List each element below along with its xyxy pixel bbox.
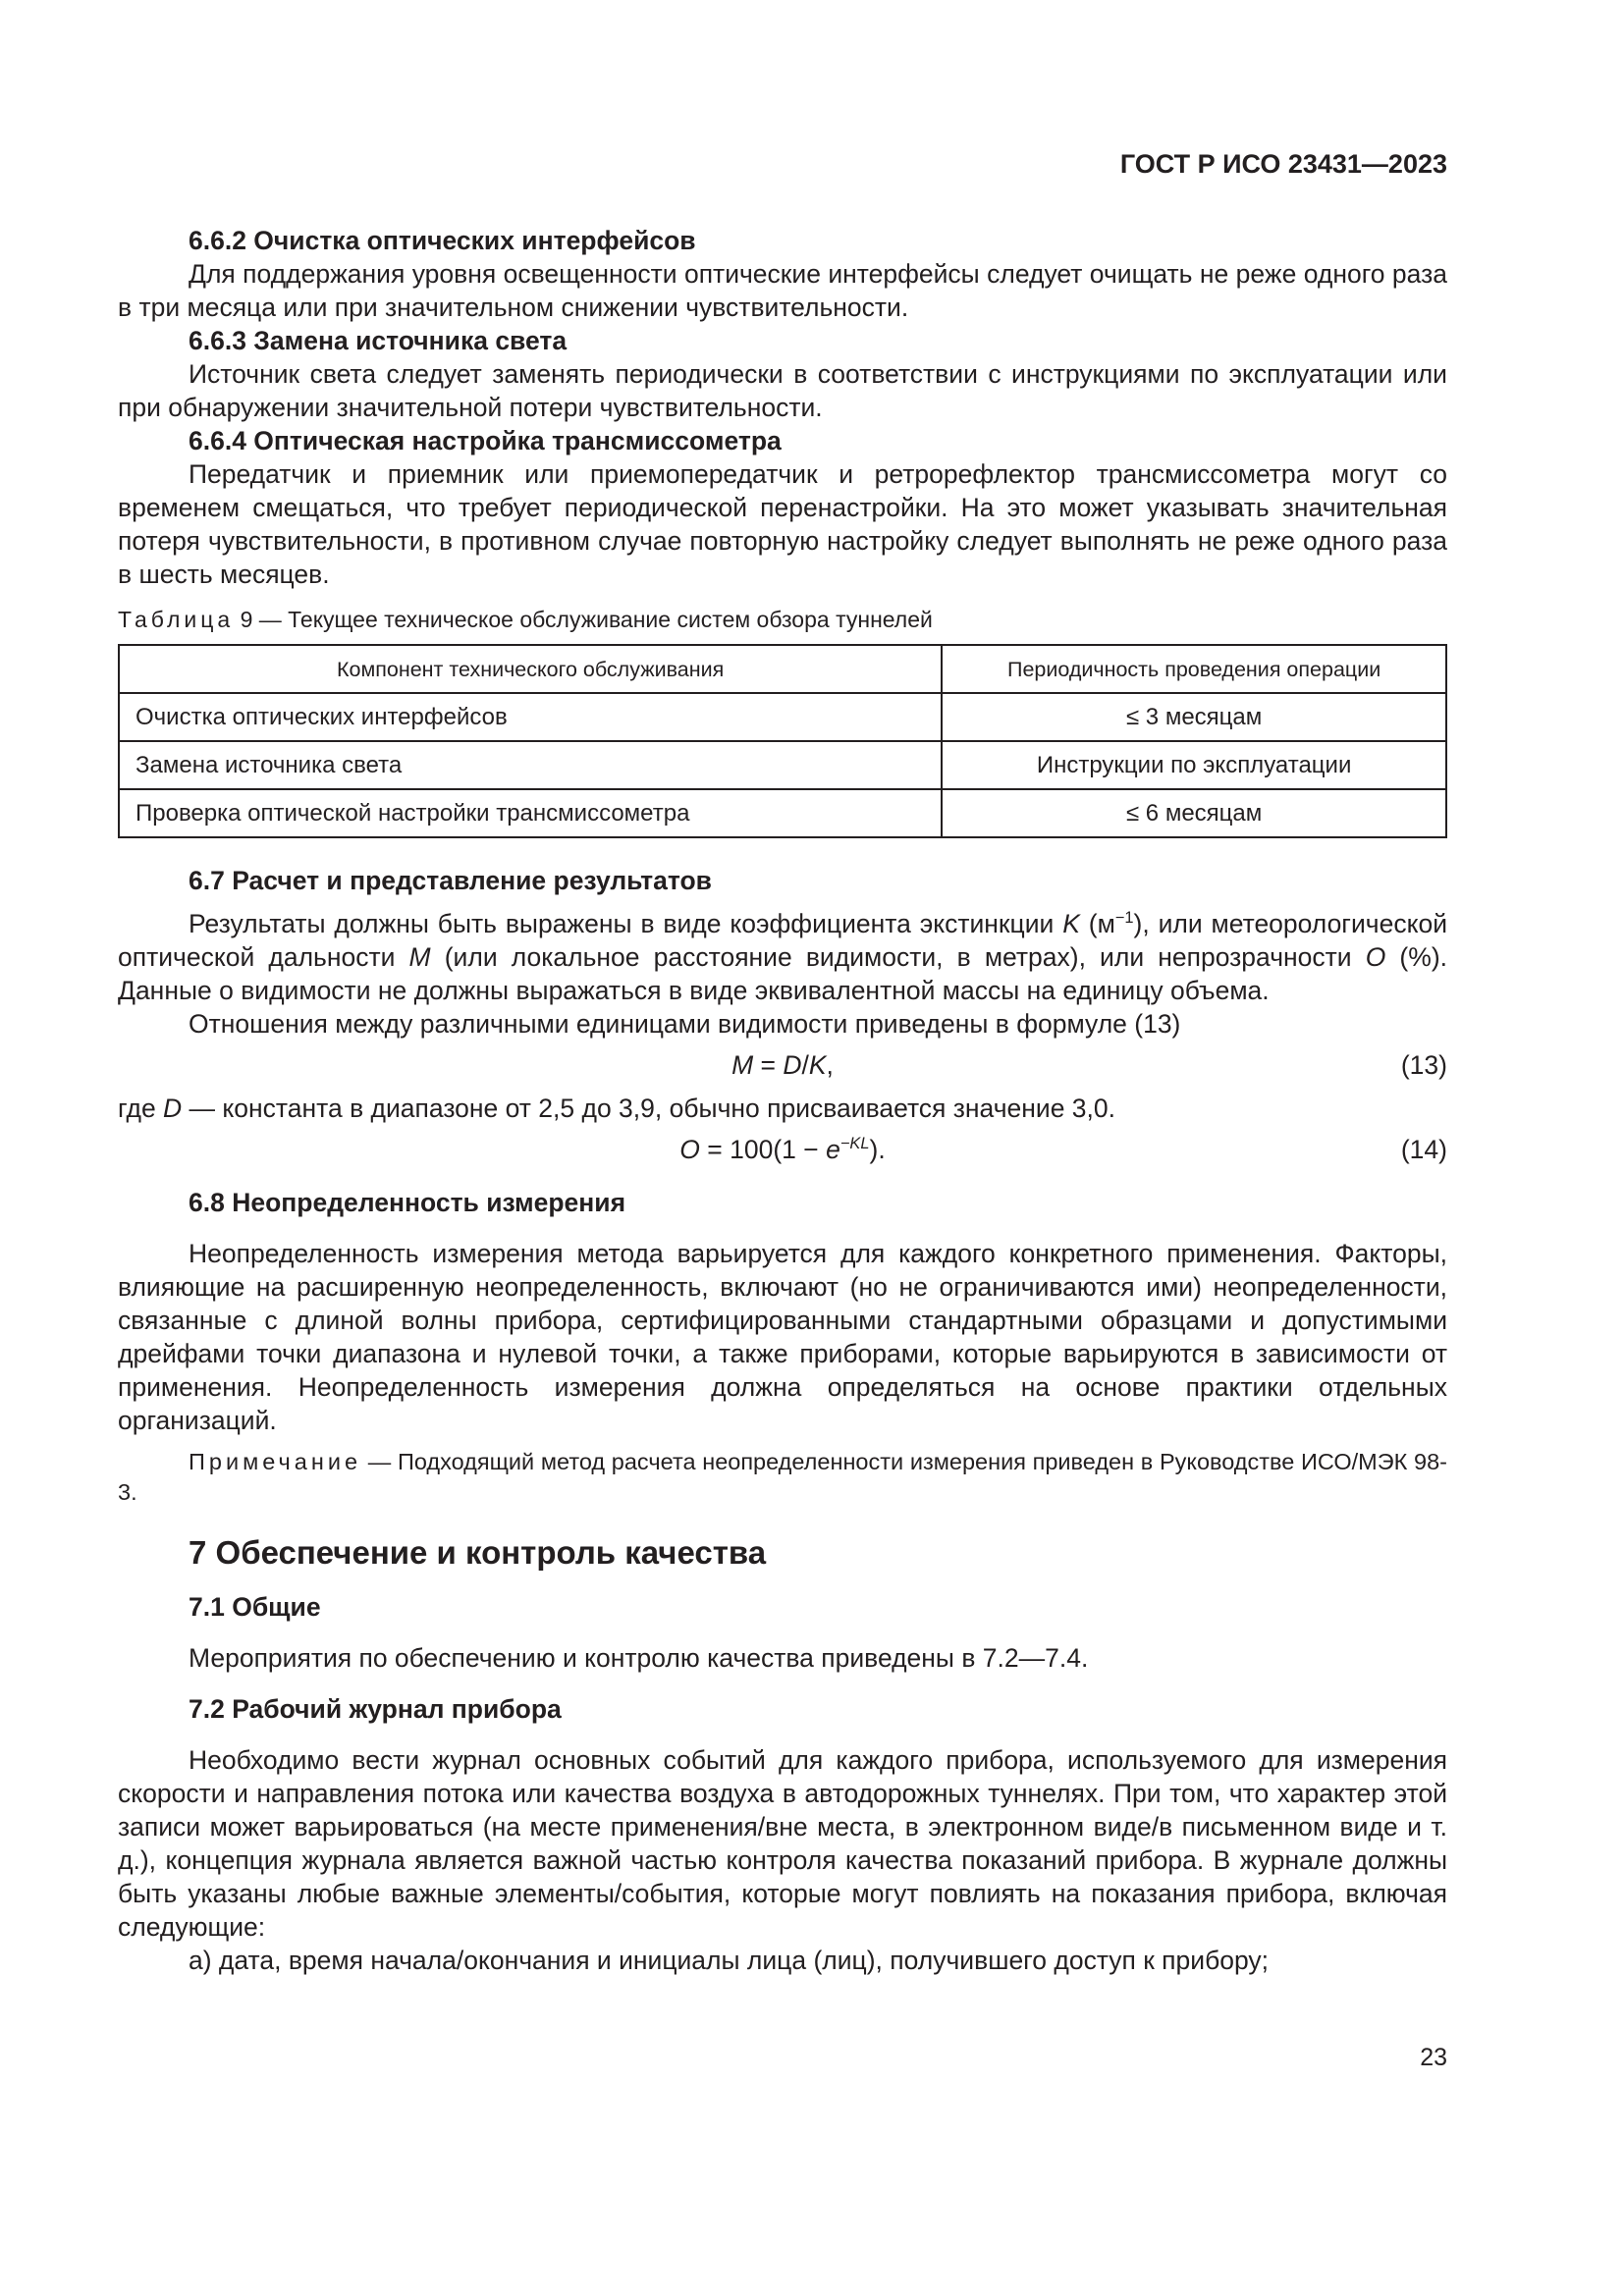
formula-13-number: (13) [1400,1050,1447,1080]
heading-6-6-3: 6.6.3 Замена источника света [189,326,568,355]
formula-14-expression [118,1133,1447,1166]
table-row [119,693,1446,741]
formula-14 [118,1133,1447,1168]
table-cell: ≤ 3 месяцам [942,693,1446,741]
symbol-k: K [808,1050,827,1080]
text-run: (%). Данные о видимости не должны выражаться в виде эквивалентной массы на единицу объема. [118,942,1448,1005]
table-caption [118,605,1447,634]
superscript: −1 [1114,909,1134,928]
text-run: Результаты должны быть выражены в виде коэффициента экстинкции [189,909,1063,938]
text-run: , [826,1050,834,1080]
maintenance-table [118,644,1447,838]
note-6-8 [118,1447,1447,1508]
text-run: = [753,1050,784,1080]
paragraph-6-7-results [118,907,1447,1007]
table-header-component: Компонент технического обслуживания [119,645,942,693]
list-item-a: а) дата, время начала/окончания и инициалы лица (лиц), получившего доступ к прибору; [189,1946,1270,1975]
table-caption-label: Таблица [118,607,235,632]
paragraph-6-6-3: Источник света следует заменять периодически в соответствии с инструкциями по эксплуатации или при обнаружении значительной потери чувствительности. [118,359,1447,422]
note-text: — Подходящий метод расчета неопределенности измерения приведен в Руководстве ИСО/МЭК 98-3. [118,1449,1447,1505]
heading-7-1: 7.1 Общие [189,1592,321,1622]
heading-7: 7 Обеспечение и контроль качества [189,1534,767,1571]
formula-13-explanation [118,1092,1447,1125]
table-row [119,789,1446,837]
paragraph-6-6-2: Для поддержания уровня освещенности оптические интерфейсы следует очищать не реже одного раза в три месяца или при значительном снижении чувствительности. [118,259,1447,322]
note-label: Примечание [189,1449,362,1474]
heading-6-6-4: 6.6.4 Оптическая настройка трансмиссометра [189,426,782,455]
symbol-m: M [408,942,431,972]
table-cell: ≤ 6 месяцам [942,789,1446,837]
heading-6-8: 6.8 Неопределенность измерения [189,1188,626,1217]
paragraph-6-6-4: Передатчик и приемник или приемопередатчик и ретрорефлектор трансмиссометра могут со временем смещаться, что требует периодической перенастройки. На это может указывать значительная потеря чувствительности, в противном случае повторную настройку следует выполнять не реже одного раза в шесть месяцев. [118,459,1447,589]
symbol-d: D [163,1094,183,1123]
symbol-d: D [783,1050,802,1080]
text-run: где [118,1094,164,1123]
formula-14-number: (14) [1400,1135,1447,1164]
text-run: (м [1079,909,1115,938]
paragraph-6-8: Неопределенность измерения метода варьируется для каждого конкретного применения. Факторы, влияющие на расширенную неопределенность, включают (но не ограничиваются ими) неопределенности, связанные с длиной волны прибора, сертифицированными стандартными образцами и допустимыми дрейфами точки диапазона и нулевой точки, а также приборами, которые варьируются в зависимости от применения. Неопределенность измерения должна определяться на основе практики отдельных организаций. [118,1239,1447,1435]
page-number: 23 [1420,2044,1447,2071]
symbol-o: O [679,1135,700,1164]
text-run: / [801,1050,809,1080]
superscript: −KL [839,1135,870,1153]
heading-6-6-2: 6.6.2 Очистка оптических интерфейсов [189,226,696,255]
text-run: ), или метеорологической оптической дальности [118,909,1448,972]
paragraph-7-1: Мероприятия по обеспечению и контролю качества приведены в 7.2—7.4. [189,1643,1089,1673]
table-caption-text: 9 — Текущее техническое обслуживание систем обзора туннелей [240,607,933,632]
table-header-row [119,645,1446,693]
heading-6-7: 6.7 Расчет и представление результатов [189,866,712,895]
paragraph-6-7-relations: Отношения между различными единицами видимости приведены в формуле (13) [189,1009,1181,1039]
symbol-k: K [1062,909,1080,938]
symbol-m: M [731,1050,754,1080]
document-id: ГОСТ Р ИСО 23431—2023 [1119,149,1447,179]
table-cell: Инструкции по эксплуатации [942,741,1446,789]
text-run: — константа в диапазоне от 2,5 до 3,9, обычно присваивается значение 3,0. [182,1094,1115,1123]
symbol-o: O [1365,942,1386,972]
formula-13 [118,1048,1447,1084]
heading-7-2: 7.2 Рабочий журнал прибора [189,1694,562,1724]
text-run: (или локальное расстояние видимости, в метрах), или непрозрачности [430,942,1366,972]
symbol-e: e [826,1135,840,1164]
table-row [119,741,1446,789]
text-run: = 100(1 − [699,1135,827,1164]
table-cell: Очистка оптических интерфейсов [119,693,942,741]
table-cell: Проверка оптической настройки трансмиссометра [119,789,942,837]
formula-13-expression [118,1048,1447,1082]
paragraph-7-2: Необходимо вести журнал основных событий для каждого прибора, используемого для измерения скорости и направления потока или качества воздуха в автодорожных туннелях. При том, что характер этой записи может варьироваться (на месте применения/вне места, в электронном виде/в письменном виде и т. д.), концепция журнала является важной частью контроля качества показаний прибора. В журнале должны быть указаны любые важные элементы/события, которые могут повлиять на показания прибора, включая следующие: [118,1745,1447,1942]
page-content [118,224,1447,1977]
table-header-periodicity: Периодичность проведения операции [942,645,1446,693]
table-cell: Замена источника света [119,741,942,789]
text-run: ). [869,1135,886,1164]
